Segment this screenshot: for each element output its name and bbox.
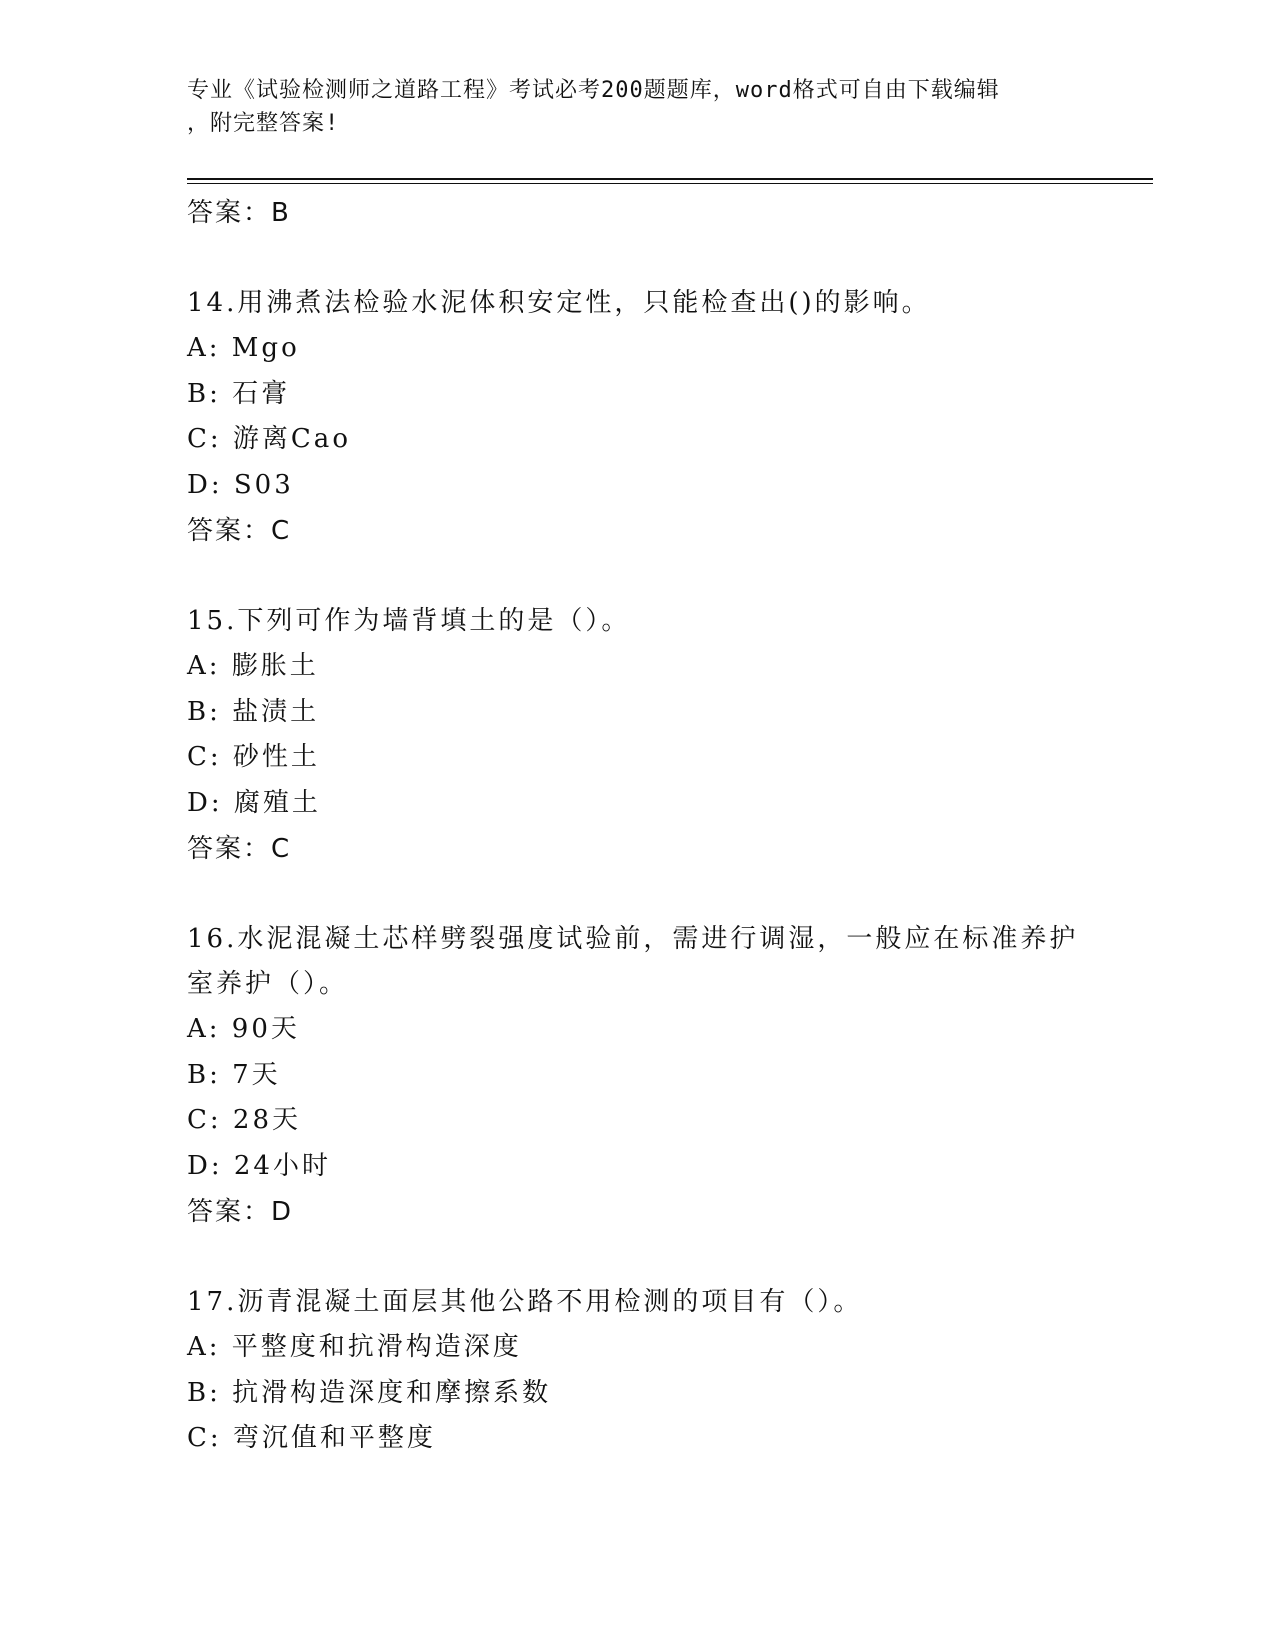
answer-line: 答案：C bbox=[187, 516, 292, 546]
option-a: A: 平整度和抗滑构造深度 bbox=[187, 1332, 522, 1362]
page-header bbox=[187, 74, 1067, 140]
header-line-2: ，附完整答案! bbox=[187, 111, 340, 136]
option-a: A: 90天 bbox=[187, 1014, 300, 1044]
option-b: B: 石膏 bbox=[187, 378, 291, 409]
header-rule-thick bbox=[187, 178, 1153, 180]
spacer bbox=[187, 554, 1087, 599]
question-block bbox=[187, 917, 1087, 1235]
spacer bbox=[187, 236, 1087, 281]
option-b: B: 抗滑构造深度和摩擦系数 bbox=[187, 1377, 552, 1408]
option-b: B: 7天 bbox=[187, 1059, 281, 1090]
question-text: 17.沥青混凝土面层其他公路不用检测的项目有（）。 bbox=[187, 1287, 863, 1317]
answer-line: 答案：C bbox=[187, 834, 292, 864]
question-text-continued: 室养护（）。 bbox=[187, 969, 349, 999]
question-list bbox=[187, 190, 1087, 1462]
option-d: D: 腐殖土 bbox=[187, 787, 321, 818]
spacer bbox=[187, 872, 1087, 917]
question-text: 16.水泥混凝土芯样劈裂强度试验前，需进行调湿，一般应在标准养护 bbox=[187, 924, 1079, 954]
spacer bbox=[187, 1235, 1087, 1280]
option-d: D: 24小时 bbox=[187, 1150, 331, 1181]
option-d: D: S03 bbox=[187, 469, 294, 500]
question-block bbox=[187, 281, 1087, 554]
option-c: C: 游离Cao bbox=[187, 424, 351, 454]
option-c: C: 砂性土 bbox=[187, 742, 320, 772]
question-text: 15.下列可作为墙背填土的是（）。 bbox=[187, 606, 631, 636]
option-a: A: Mgo bbox=[187, 333, 300, 363]
option-b: B: 盐渍土 bbox=[187, 696, 320, 727]
option-c: C: 弯沉值和平整度 bbox=[187, 1423, 436, 1453]
header-line-1: 专业《试验检测师之道路工程》考试必考200题题库，word格式可自由下载编辑 bbox=[187, 78, 1000, 103]
option-c: C: 28天 bbox=[187, 1105, 302, 1135]
question-block bbox=[187, 1280, 1087, 1462]
answer-line: 答案：B bbox=[187, 198, 291, 228]
option-a: A: 膨胀土 bbox=[187, 651, 319, 681]
header-rule-thin bbox=[187, 183, 1153, 184]
answer-line: 答案：D bbox=[187, 1197, 294, 1227]
question-block bbox=[187, 599, 1087, 872]
question-text: 14.用沸煮法检验水泥体积安定性，只能检查出()的影响。 bbox=[187, 288, 931, 318]
